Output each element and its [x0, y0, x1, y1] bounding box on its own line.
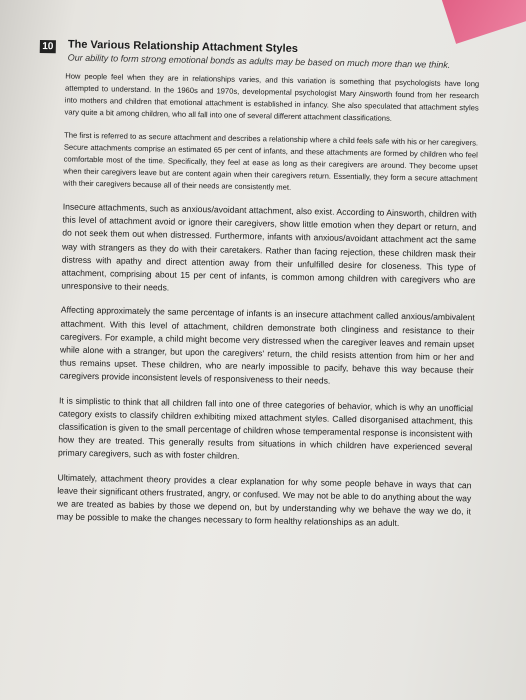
book-page [30, 38, 479, 543]
corner-decoration [441, 0, 526, 44]
section-number-badge: 10 [40, 40, 56, 53]
section-subtitle: Our ability to form strong emotional bonds as adults may be based on much more than we think. [67, 52, 451, 70]
paragraph: How people feel when they are in relationships varies, and this variation is something that psychologists have long attempted to understand. In the 1960s and 1970s, developmental psychologist Mary Ainsworth found from her research into mothers and children that emotional attachment is established in infancy. She also speculated that attachment styles vary quite a bit among children, who all fall into one of several different attachment classifications. [64, 71, 480, 123]
section-header [40, 38, 480, 70]
article-body [57, 70, 480, 531]
paragraph: Insecure attachments, such as anxious/avoidant attachment, also exist. According to Ainsworth, children with this level of attachment avoid or ignore their caregivers, show little emotion when they depart or return, and do not seek them out when distressed. Furthermore, infants with anxious/avoidant attachment act the same way with strangers as they do with their caretakers. Rather than facing rejection, these children mask their distress with apathy and direct attention away from their unfulfilled desire for closeness. This type of attachment, comprising about 15 per cent of infants, is common among children with caregivers who are unresponsive to their needs. [61, 201, 477, 293]
section-heading [68, 39, 451, 70]
section-title: The Various Relationship Attachment Styles [67, 38, 298, 55]
paragraph: Ultimately, attachment theory provides a clear explanation for why some people behave in ways that can leave their significant others frustrated, angry, or confused. We may not be able to do anything about the way we are treated as babies by those we depend on, but by understanding why we behave the way we do, it may be possible to make the changes necessary to form healthy relationships as an adult. [56, 472, 472, 529]
paragraph: It is simplistic to think that all children fall into one of three categories of behavior, which is why an unofficial category exists to classify children exhibiting mixed attachment styles. Called disorganised attachment, this classification is given to the small percentage of children whose temperamental response is inconsistent with how they are treated. This generally results from situations in which children have experienced several primary caregivers, such as with foster children. [57, 395, 474, 462]
paragraph: The first is referred to as secure attachment and describes a relationship where a child feels safe with his or her caregivers. Secure attachments comprise an estimated 65 per cent of infants, and these attachments are formed by children who feel comfortable most of the time. Specifically, they feel at ease as long as their caregivers are around. They become upset when their caregivers leave but are content again when their caregivers return. Essentially, they form a secure attachment with their caregivers because all of their needs are consistently met. [63, 130, 479, 192]
paragraph: Affecting approximately the same percentage of infants is an insecure attachment called anxious/ambivalent attachment. With this level of attachment, children demonstrate both clinginess and resistance to their caregivers. For example, a child might become very distressed when the caregiver leaves and remain upset while alone with a stranger, but upon the caregivers' return, the child resists attention from him or her and thus remains upset. These children, who are nearly impossible to pacify, behave this way because their caregivers provide inconsistent levels of responsiveness to their needs. [59, 304, 475, 387]
